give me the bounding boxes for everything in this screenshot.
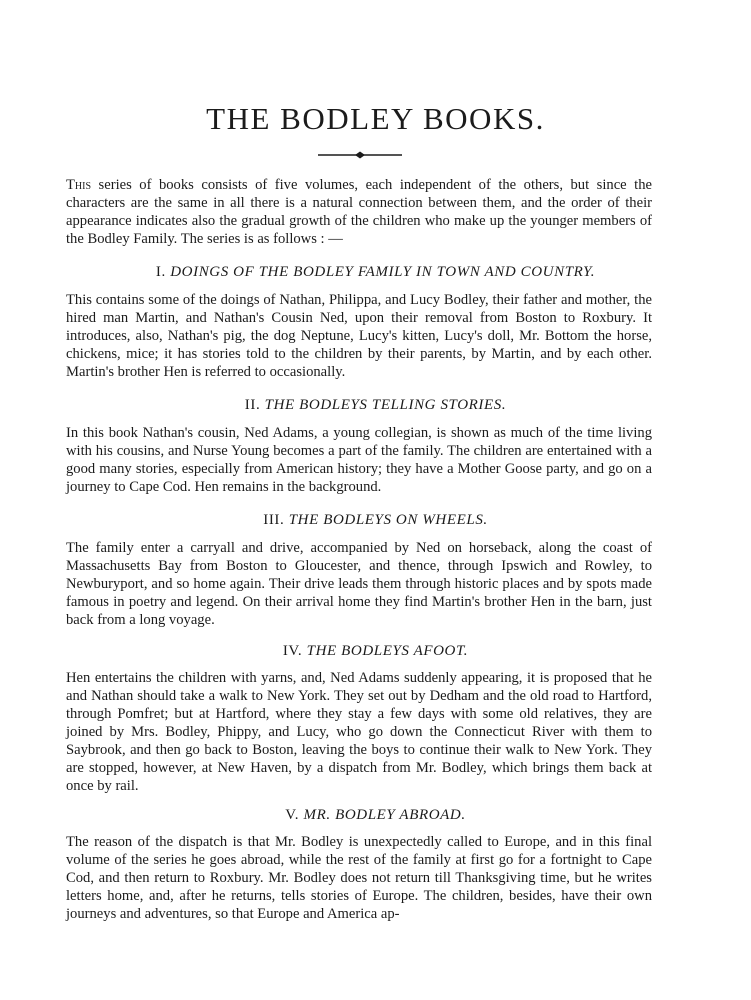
intro-lead-word: This (66, 177, 92, 193)
page-title: THE BODLEY BOOKS. (206, 101, 545, 136)
intro-paragraph (66, 176, 652, 248)
book-1-title: DOINGS OF THE BODLEY FAMILY IN TOWN AND COUNTRY. (170, 264, 596, 280)
book-5-numeral: V. (285, 807, 300, 823)
book-2-heading (0, 395, 751, 415)
book-3-title: THE BODLEYS ON WHEELS. (288, 512, 488, 528)
book-5-heading (0, 805, 751, 825)
book-1-description: This contains some of the doings of Nathan, Philippa, and Lucy Bodley, their father and mother, the hired man Martin, and Nathan's Cousin Ned, upon their removal from Boston to Roxbury. It introduces, also, Nathan's pig, the dog Neptune, Lucy's kitten, Lucy's doll, Mr. Bottom the horse, chickens, mice; it has stories told to the children by their parents, by Martin, and by each other. Martin's brother Hen is referred to occasionally. (66, 292, 652, 380)
book-5-description: The reason of the dispatch is that Mr. Bodley is unexpectedly called to Europe, and in this final volume of the series he goes abroad, while the rest of the family at first go for a fortnight to Cape Cod, and then return to Roxbury. Mr. Bodley does not return till Thanksgiving time, but he writes letters home, and, after he returns, tells stories of Europe. The children, besides, have their own journeys and adventures, so that Europe and America ap- (66, 834, 652, 922)
book-4-numeral: IV. (282, 643, 303, 659)
book-5-title: MR. BODLEY ABROAD. (303, 807, 466, 823)
book-1-heading (0, 262, 751, 282)
book-4-heading (0, 641, 751, 661)
book-2-description: In this book Nathan's cousin, Ned Adams, a young collegian, is shown as much of the time living with his cousins, and Nurse Young becomes a part of the family. The children are entertained with a good many stories, especially from American history; they have a Mother Goose party, and go on a journey to Cape Cod. Hen remains in the background. (66, 425, 652, 495)
book-4-title: THE BODLEYS AFOOT. (306, 643, 469, 659)
book-1-numeral: I. (155, 264, 166, 280)
book-3-description: The family enter a carryall and drive, accompanied by Ned on horseback, along the coast of Massachusetts Bay from Boston to Gloucester, and thence, through Ipswich and Rowley, to Newburyport, and so home again. Their drive leads them through historic places and by spots made famous in poetry and legend. On their arrival home they find Martin's brother Hen in the barn, just back from a long voyage. (66, 540, 652, 628)
intro-text: series of books consists of five volumes, each independent of the others, but since the characters are the same in all there is a natural connection between them, and the order of their appearance indicates also the gradual growth of the children who make up the younger members of the Bodley Family. The series is as follows : — (66, 177, 652, 247)
book-3-numeral: III. (263, 512, 285, 528)
book-4-description: Hen entertains the children with yarns, and, Ned Adams suddenly appearing, it is proposed that he and Nathan should take a walk to New York. They set out by Dedham and the old road to Hartford, through Pomfret; but at Hartford, where they stay a few days with some old relatives, they are joined by Mrs. Bodley, Phippy, and Lucy, who go down the Connecticut River with them to Saybrook, and then go back to Boston, leaving the boys to continue their walk to New York. They are stopped, however, at New Haven, by a dispatch from Mr. Bodley, which brings them back at once by rail. (66, 670, 652, 794)
book-2-numeral: II. (244, 397, 261, 413)
ornament-divider-icon (318, 150, 402, 160)
book-2-title: THE BODLEYS TELLING STORIES. (264, 397, 507, 413)
book-3-heading (0, 510, 751, 530)
